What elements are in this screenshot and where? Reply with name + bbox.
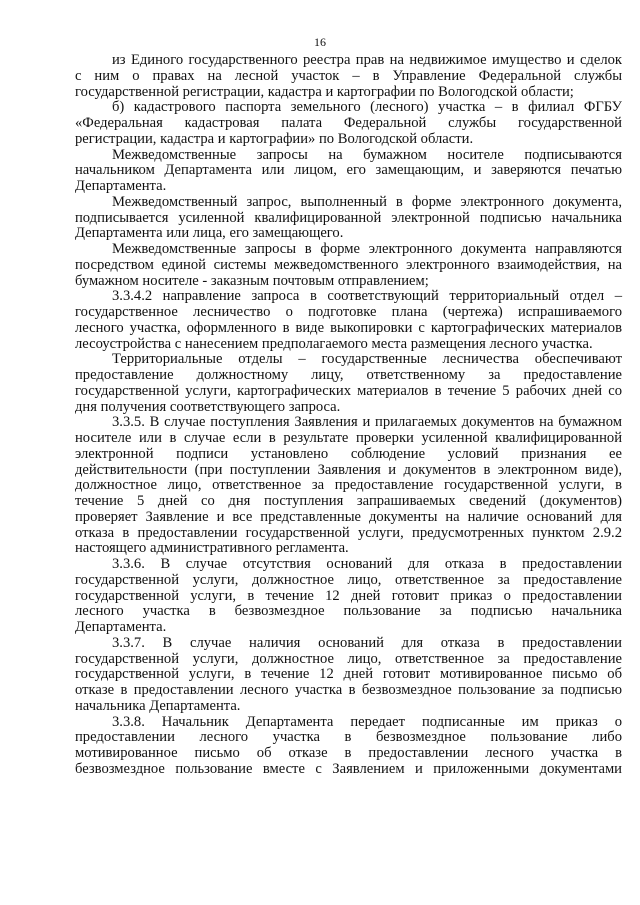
paragraph (75, 415, 622, 557)
paragraph (75, 289, 622, 352)
text-line: 3.3.7. В случае наличия оснований для отказа в предоставлении (112, 634, 622, 651)
text-line: Территориальные отделы – государственные лесничества обеспечивают (112, 351, 622, 368)
text-line: предоставлении лесного участка в безвозмездное пользование либо (75, 729, 622, 746)
text-line: б) кадастрового паспорта земельного (лесного) участка – в филиал ФГБУ (112, 99, 622, 116)
text-line: Департамента. (75, 178, 167, 194)
text-line: «Федеральная кадастровая палата Федеральной службы государственной (75, 115, 622, 131)
paragraph (75, 715, 622, 778)
text-line: начальника Департамента. (75, 697, 241, 714)
document-body (75, 53, 622, 778)
text-line: Департамента или лица, его замещающего. (75, 225, 344, 242)
page-number: 16 (314, 35, 326, 49)
text-line: государственной регистрации, кадастра и картографии по Вологодской области; (75, 83, 574, 100)
paragraph (75, 195, 622, 242)
text-line: должностное лицо, ответственное за предоставление государственной услуги, в (75, 477, 622, 494)
paragraph (75, 242, 622, 289)
paragraph (75, 352, 622, 415)
text-line: из Единого государственного реестра прав на недвижимое имущество и сделок (112, 52, 622, 68)
text-line: 3.3.4.2 направление запроса в соответствующий территориальный отдел – (112, 288, 622, 305)
text-line: бумажном носителе - заказным почтовым отправлением; (75, 272, 429, 289)
text-line: с ним о правах на лесной участок – в Управление Федеральной службы (75, 67, 622, 84)
paragraph (75, 636, 622, 715)
text-line: лесного участка, оформленного в виде выкопировки с картографических материалов (75, 319, 622, 336)
text-line: действительности (при поступлении Заявления и документов в электронном виде), (75, 461, 622, 478)
text-line: течение 5 дней со дня поступления запрашиваемых сведений (документов) (75, 493, 622, 509)
text-line: лесного участка в безвозмездное пользование за подписью начальника (75, 603, 622, 620)
text-line: государственной услуги, картографических материалов в течение 5 рабочих дней со (75, 382, 622, 399)
text-line: регистрации, кадастра и картографии» по Вологодской области. (75, 130, 474, 147)
text-line: начальником Департамента или лицом, его замещающим, и заверяются печатью (75, 162, 622, 179)
text-line: 3.3.6. В случае отсутствия оснований для отказа в предоставлении (112, 556, 622, 572)
text-line: Межведомственные запросы на бумажном носителе подписываются (112, 146, 622, 163)
text-line: мотивированное письмо об отказе в предоставлении лесного участка в (75, 745, 622, 761)
text-line: Межведомственный запрос, выполненный в форме электронного документа, (112, 193, 622, 210)
text-line: Департамента. (75, 619, 167, 635)
text-line: отказе в предоставлении лесного участка в безвозмездное пользование за подписью (75, 682, 622, 698)
text-line: государственной услуги, в течение 12 дней готовит приказ о предоставлении (75, 587, 622, 604)
text-line: государственной услуги, должностное лицо, ответственное за предоставление (75, 650, 622, 667)
text-line: предоставление должностному лицу, ответственному за предоставление (75, 367, 622, 383)
text-line: подписывается усиленной квалифицированной электронной подписью начальника (75, 209, 622, 226)
text-line: государственной услуги, в течение 12 дней готовит мотивированное письмо об (75, 666, 622, 683)
paragraph (75, 557, 622, 636)
text-line: 3.3.8. Начальник Департамента передает подписанные им приказ о (112, 713, 622, 730)
text-line: носителе или в случае если в результате проверки усиленной квалифицированной (75, 430, 622, 446)
paragraph (75, 148, 622, 195)
text-line: посредством единой системы межведомственного электронного взаимодействия, на (75, 256, 622, 273)
text-line: безвозмездное пользование вместе с Заявлением и приложенными документами (75, 760, 622, 777)
text-line: 3.3.5. В случае поступления Заявления и прилагаемых документов на бумажном (112, 414, 622, 431)
text-line: государственной услуги, должностное лицо, ответственное за предоставление (75, 571, 622, 588)
text-line: Межведомственные запросы в форме электронного документа направляются (112, 241, 622, 257)
text-line: проверяет Заявление и все представленные документы на наличие оснований для (75, 508, 622, 525)
paragraph (75, 100, 622, 147)
text-line: электронной подписи установлено соблюдение условий признания ее (75, 445, 622, 462)
text-line: настоящего административного регламента. (75, 540, 349, 557)
paragraph (75, 53, 622, 100)
text-line: лесоустройства с нанесением предполагаемого места размещения лесного участка. (75, 335, 593, 352)
text-line: государственное лесничество о подготовке плана (чертежа) испрашиваемого (75, 304, 622, 320)
text-line: дня получения соответствующего запроса. (75, 398, 341, 415)
text-line: отказа в предоставлении государственной услуги, предусмотренных пунктом 2.9.2 (75, 524, 622, 541)
